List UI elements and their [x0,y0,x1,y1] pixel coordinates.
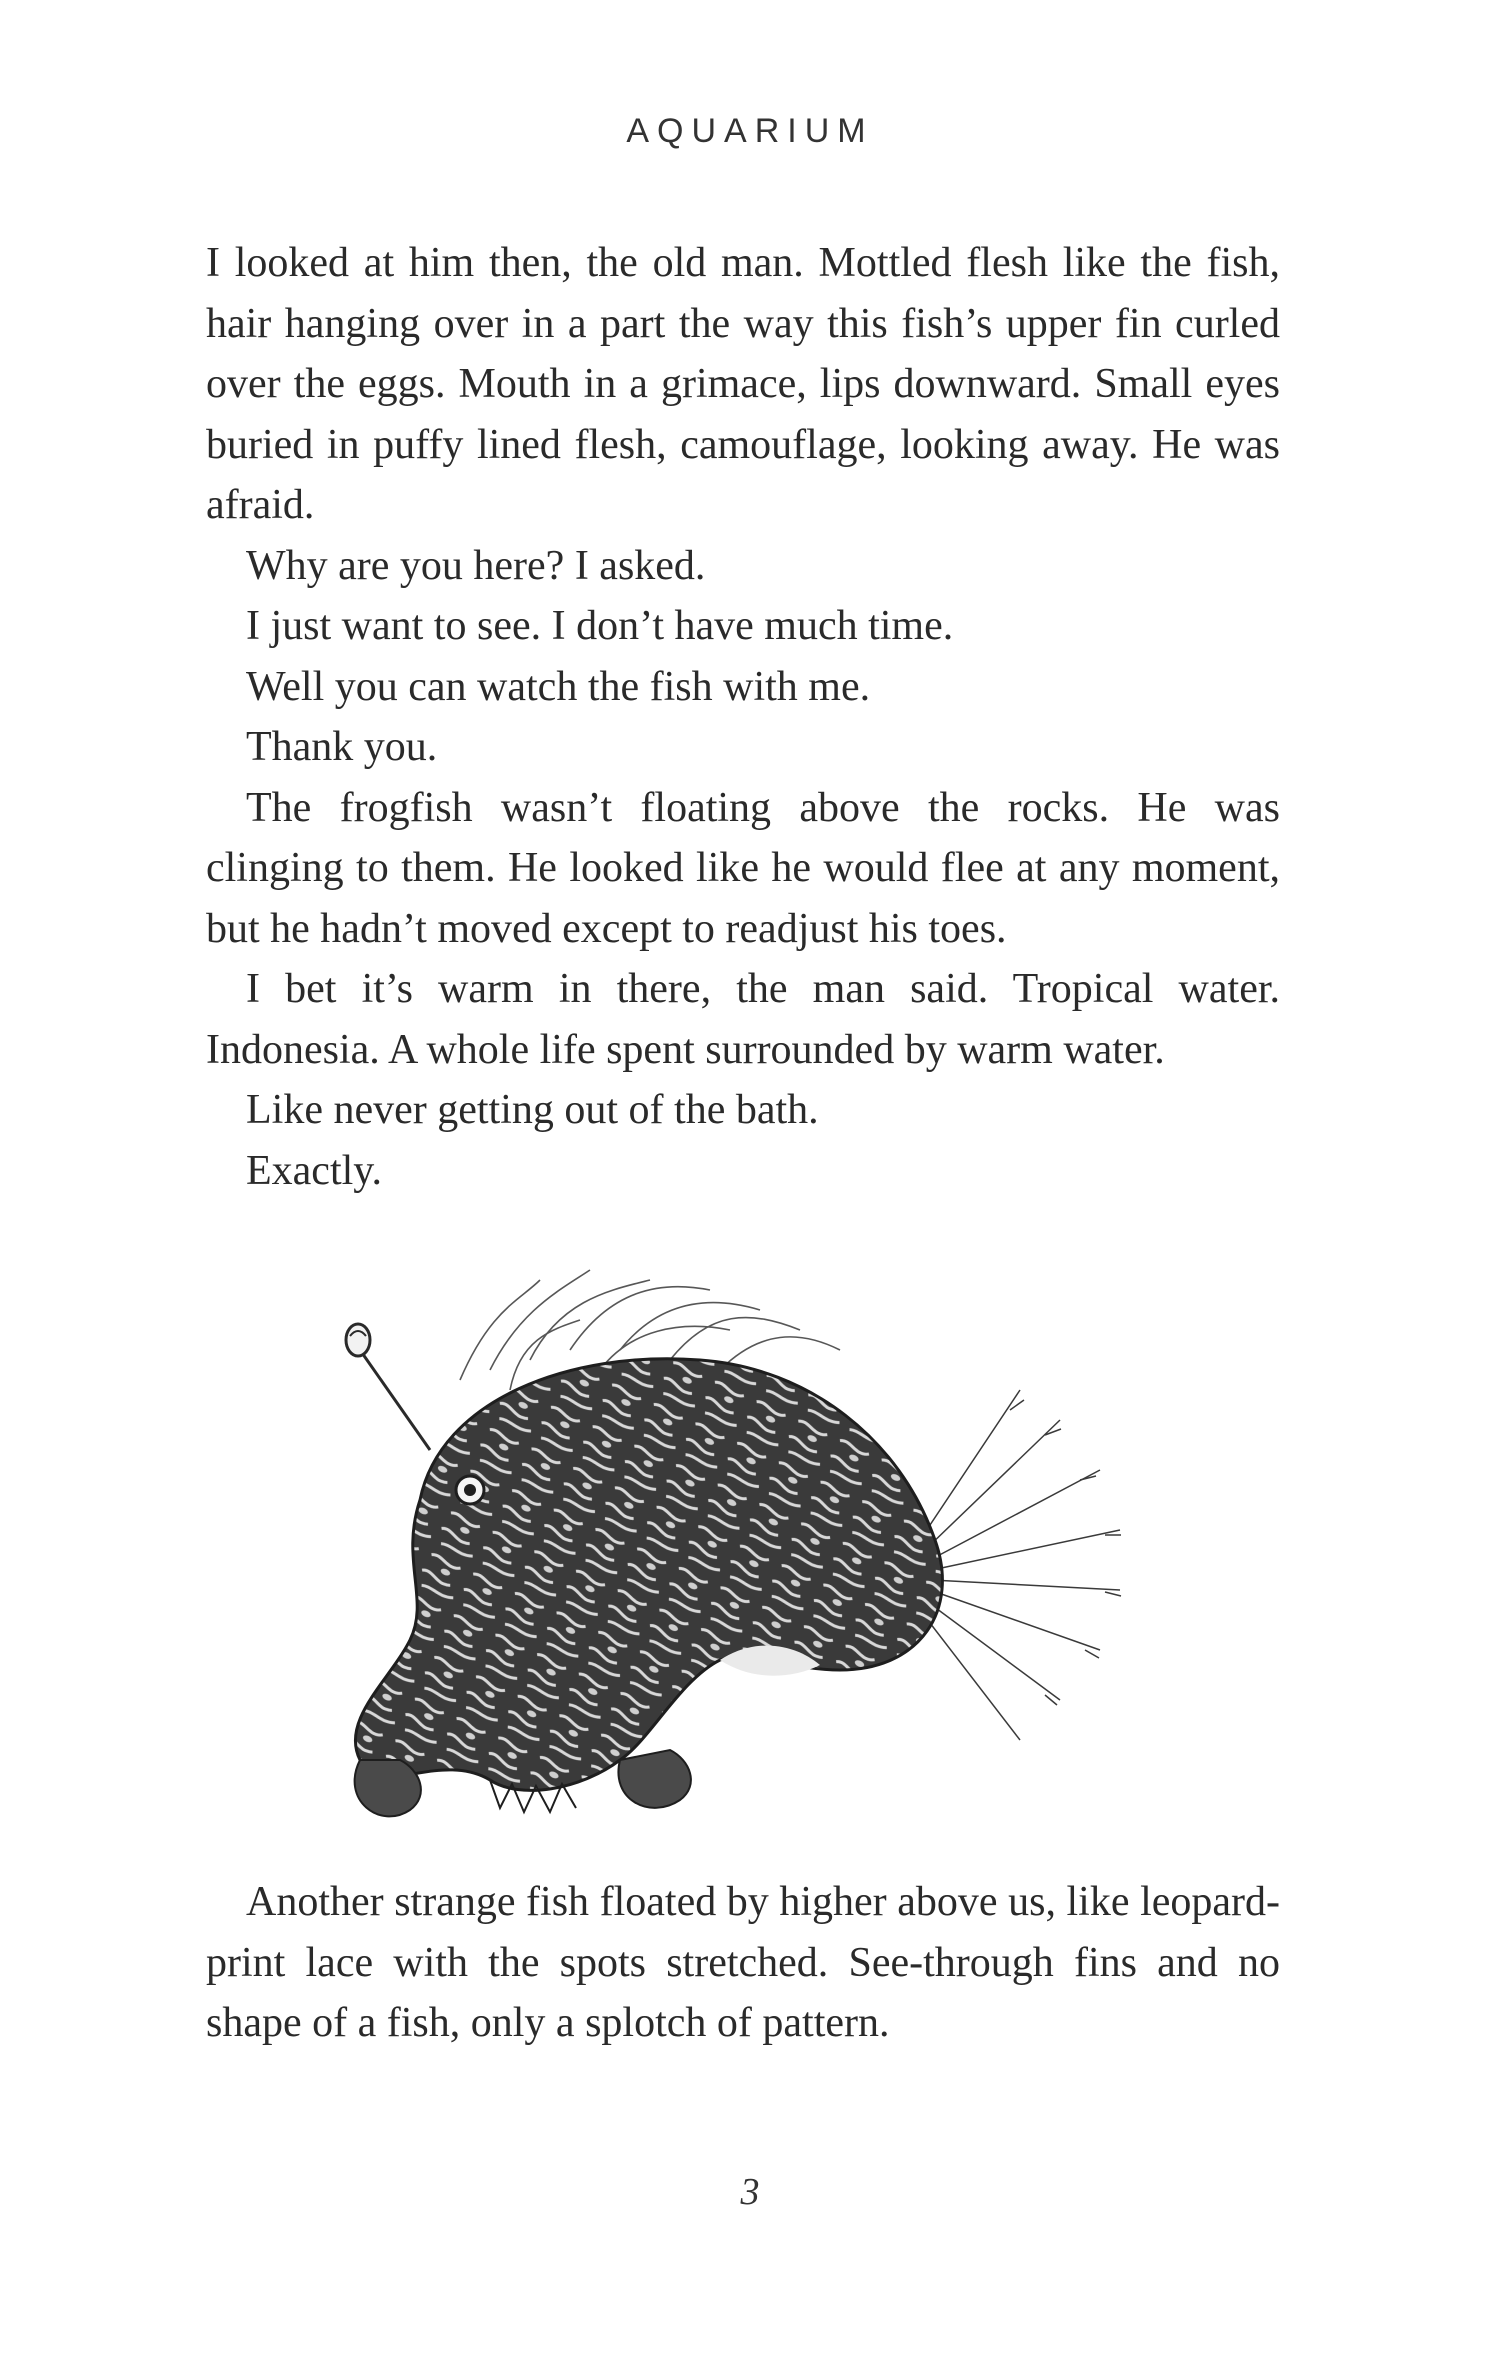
paragraph-9: Exactly. [246,1147,383,1194]
paragraph-10: Another strange fish floated by higher above us, like leopard-print lace with the spots stretched. See-through fins and no shape of a fish, only a splotch of pattern. [206,1879,1280,2046]
paragraph-5: Thank you. [246,724,438,770]
paragraph-2: Why are you here? I asked. [246,542,706,589]
running-head: AQUARIUM [626,112,874,150]
paragraph-3: I just want to see. I don’t have much time. [246,603,954,649]
paragraph-4: Well you can watch the fish with me. [246,663,871,710]
frogfish-illustration-icon [320,1240,1240,1860]
body-text-top [206,233,1280,1201]
paragraph-6: The frogfish wasn’t floating above the rocks. He was clinging to them. He looked like he would flee at any moment, but he hadn’t moved except to readjust his toes. [206,784,1280,952]
paragraph-7: I bet it’s warm in there, the man said. Tropical water. Indonesia. A whole life spent surrounded by warm water. [206,966,1280,1073]
paragraph-1: I looked at him then, the old man. Mottled flesh like the fish, hair hanging over in a part the way this fish’s upper fin curled over the eggs. Mouth in a grimace, lips downward. Small eyes buried in puffy lined flesh, camouflage, looking away. He was afraid. [206,240,1280,528]
body-text-bottom [206,1872,1280,2054]
page-number: 3 [740,2171,760,2213]
paragraph-8: Like never getting out of the bath. [246,1087,819,1133]
